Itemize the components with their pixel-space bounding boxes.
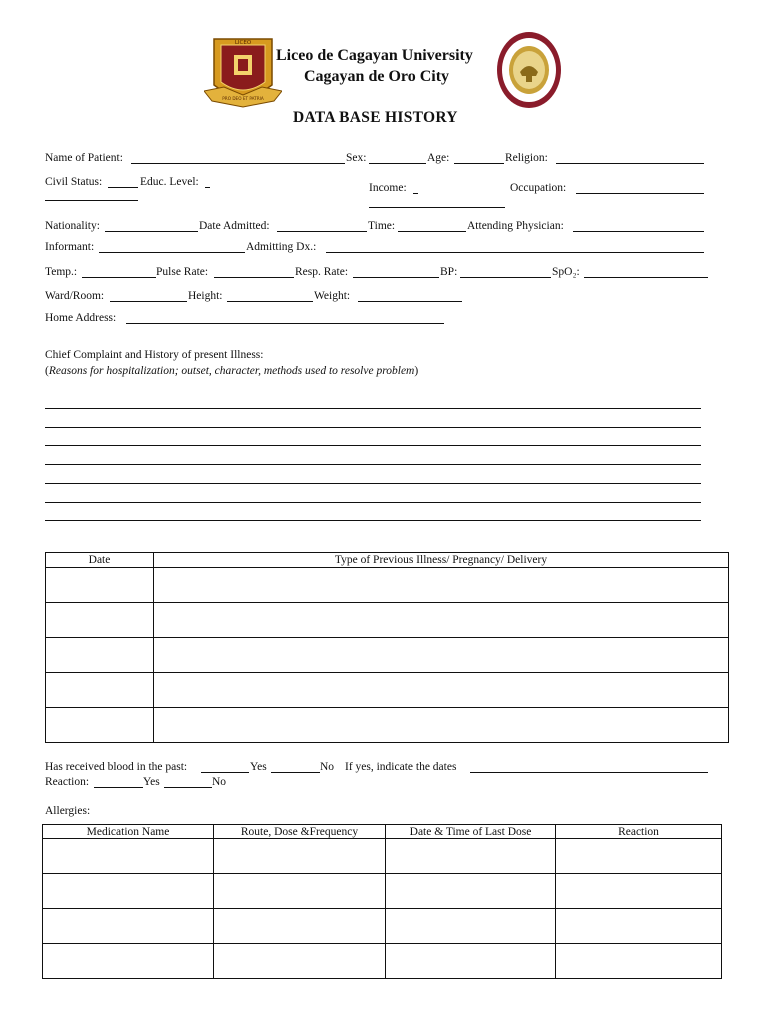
university-seal <box>204 35 282 113</box>
reaction-cell[interactable] <box>556 874 722 909</box>
blood-dates-field[interactable] <box>470 772 708 773</box>
blood-received-label: Has received blood in the past: <box>45 761 188 773</box>
reaction-label: Reaction: <box>45 776 90 788</box>
reaction-cell[interactable] <box>556 839 722 874</box>
complaint-line[interactable] <box>45 502 701 503</box>
reaction-cell[interactable] <box>556 909 722 944</box>
header-route-dose: Route, Dose &Frequency <box>214 825 386 839</box>
sex-field[interactable] <box>369 163 426 164</box>
svg-text:LICEO: LICEO <box>234 40 252 46</box>
last-dose-cell[interactable] <box>386 944 556 979</box>
label-home-address: Home Address: <box>45 312 117 324</box>
label-educ-level: Educ. Level: <box>140 176 199 188</box>
label-age: Age: <box>427 152 450 164</box>
last-dose-cell[interactable] <box>386 909 556 944</box>
name-of-patient-field[interactable] <box>131 163 345 164</box>
height-field[interactable] <box>227 301 313 302</box>
reaction-no-field[interactable] <box>164 787 212 788</box>
label-spo2: SpO₂: <box>552 266 580 278</box>
route-dose-cell[interactable] <box>214 909 386 944</box>
last-dose-cell[interactable] <box>386 874 556 909</box>
chief-complaint-hint: (Reasons for hospitalization; outset, character, methods used to resolve problem) <box>45 365 419 377</box>
weight-field[interactable] <box>358 301 462 302</box>
route-dose-cell[interactable] <box>214 944 386 979</box>
reaction-cell[interactable] <box>556 944 722 979</box>
header-last-dose: Date & Time of Last Dose <box>386 825 556 839</box>
date-admitted-field[interactable] <box>277 231 367 232</box>
complaint-line[interactable] <box>45 464 701 465</box>
religion-field[interactable] <box>556 163 704 164</box>
city-name: Cagayan de Oro City <box>304 68 450 85</box>
header-reaction: Reaction <box>556 825 722 839</box>
complaint-line[interactable] <box>45 408 701 409</box>
chief-complaint-label: Chief Complaint and History of present Illness: <box>45 349 264 361</box>
ward-room-field[interactable] <box>110 301 187 302</box>
illness-type-cell[interactable] <box>154 708 729 743</box>
blood-no-field[interactable] <box>271 772 320 773</box>
university-name: Liceo de Cagayan University <box>276 47 473 64</box>
label-temp: Temp.: <box>45 266 78 278</box>
label-admitting-dx: Admitting Dx.: <box>246 241 317 253</box>
label-religion: Religion: <box>505 152 548 164</box>
resp-rate-field[interactable] <box>353 277 439 278</box>
spo2-field[interactable] <box>584 277 708 278</box>
route-dose-cell[interactable] <box>214 839 386 874</box>
complaint-line[interactable] <box>45 520 701 521</box>
label-income: Income: <box>369 182 407 194</box>
label-bp: BP: <box>440 266 458 278</box>
temp-field[interactable] <box>82 277 156 278</box>
complaint-line[interactable] <box>45 445 701 446</box>
reaction-yes-label: Yes <box>143 776 160 788</box>
header-illness-type: Type of Previous Illness/ Pregnancy/ Delivery <box>154 553 729 568</box>
blood-if-yes-label: If yes, indicate the dates <box>345 761 457 773</box>
label-weight: Weight: <box>314 290 351 302</box>
medication-cell[interactable] <box>43 839 214 874</box>
pulse-rate-field[interactable] <box>214 277 294 278</box>
label-civil-status: Civil Status: <box>45 176 103 188</box>
illness-date-cell[interactable] <box>46 673 154 708</box>
page-title: DATA BASE HISTORY <box>293 109 458 126</box>
allergies-table <box>42 824 722 979</box>
label-date-admitted: Date Admitted: <box>199 220 270 232</box>
label-sex: Sex: <box>346 152 367 164</box>
svg-text:PRO DEO ET PATRIA: PRO DEO ET PATRIA <box>222 96 264 101</box>
illness-date-cell[interactable] <box>46 568 154 603</box>
complaint-line[interactable] <box>45 483 701 484</box>
blood-yes-field[interactable] <box>201 772 249 773</box>
illness-date-cell[interactable] <box>46 638 154 673</box>
admitting-dx-field[interactable] <box>326 252 704 253</box>
blood-no-label: No <box>320 761 335 773</box>
label-attending-physician: Attending Physician: <box>467 220 564 232</box>
informant-field[interactable] <box>99 252 245 253</box>
illness-date-cell[interactable] <box>46 603 154 638</box>
attending-physician-field[interactable] <box>573 231 704 232</box>
home-address-field[interactable] <box>126 323 444 324</box>
label-occupation: Occupation: <box>510 182 567 194</box>
label-informant: Informant: <box>45 241 95 253</box>
age-field[interactable] <box>454 163 504 164</box>
educ-level-field-continued[interactable] <box>45 200 138 201</box>
label-height: Height: <box>188 290 223 302</box>
reaction-yes-field[interactable] <box>94 787 143 788</box>
illness-type-cell[interactable] <box>154 638 729 673</box>
previous-illness-table <box>45 552 729 743</box>
civil-status-field[interactable] <box>108 187 138 188</box>
allergies-label: Allergies: <box>45 805 91 817</box>
blood-yes-label: Yes <box>250 761 267 773</box>
route-dose-cell[interactable] <box>214 874 386 909</box>
label-resp-rate: Resp. Rate: <box>295 266 349 278</box>
complaint-line[interactable] <box>45 427 701 428</box>
college-of-nursing-seal <box>496 30 562 110</box>
medication-cell[interactable] <box>43 944 214 979</box>
label-pulse-rate: Pulse Rate: <box>156 266 209 278</box>
label-nationality: Nationality: <box>45 220 100 232</box>
educ-level-field[interactable] <box>205 187 210 188</box>
illness-type-cell[interactable] <box>154 568 729 603</box>
bp-field[interactable] <box>460 277 551 278</box>
header-medication-name: Medication Name <box>43 825 214 839</box>
income-field[interactable] <box>413 193 418 194</box>
label-name-of-patient: Name of Patient: <box>45 152 123 164</box>
header-date: Date <box>46 553 154 568</box>
illness-date-cell[interactable] <box>46 708 154 743</box>
occupation-field[interactable] <box>576 193 704 194</box>
label-ward-room: Ward/Room: <box>45 290 105 302</box>
medication-cell[interactable] <box>43 909 214 944</box>
illness-type-cell[interactable] <box>154 603 729 638</box>
nationality-field[interactable] <box>105 231 198 232</box>
income-field-continued[interactable] <box>369 207 505 208</box>
last-dose-cell[interactable] <box>386 839 556 874</box>
label-time: Time: <box>368 220 396 232</box>
illness-type-cell[interactable] <box>154 673 729 708</box>
medication-cell[interactable] <box>43 874 214 909</box>
time-field[interactable] <box>398 231 466 232</box>
reaction-no-label: No <box>212 776 227 788</box>
